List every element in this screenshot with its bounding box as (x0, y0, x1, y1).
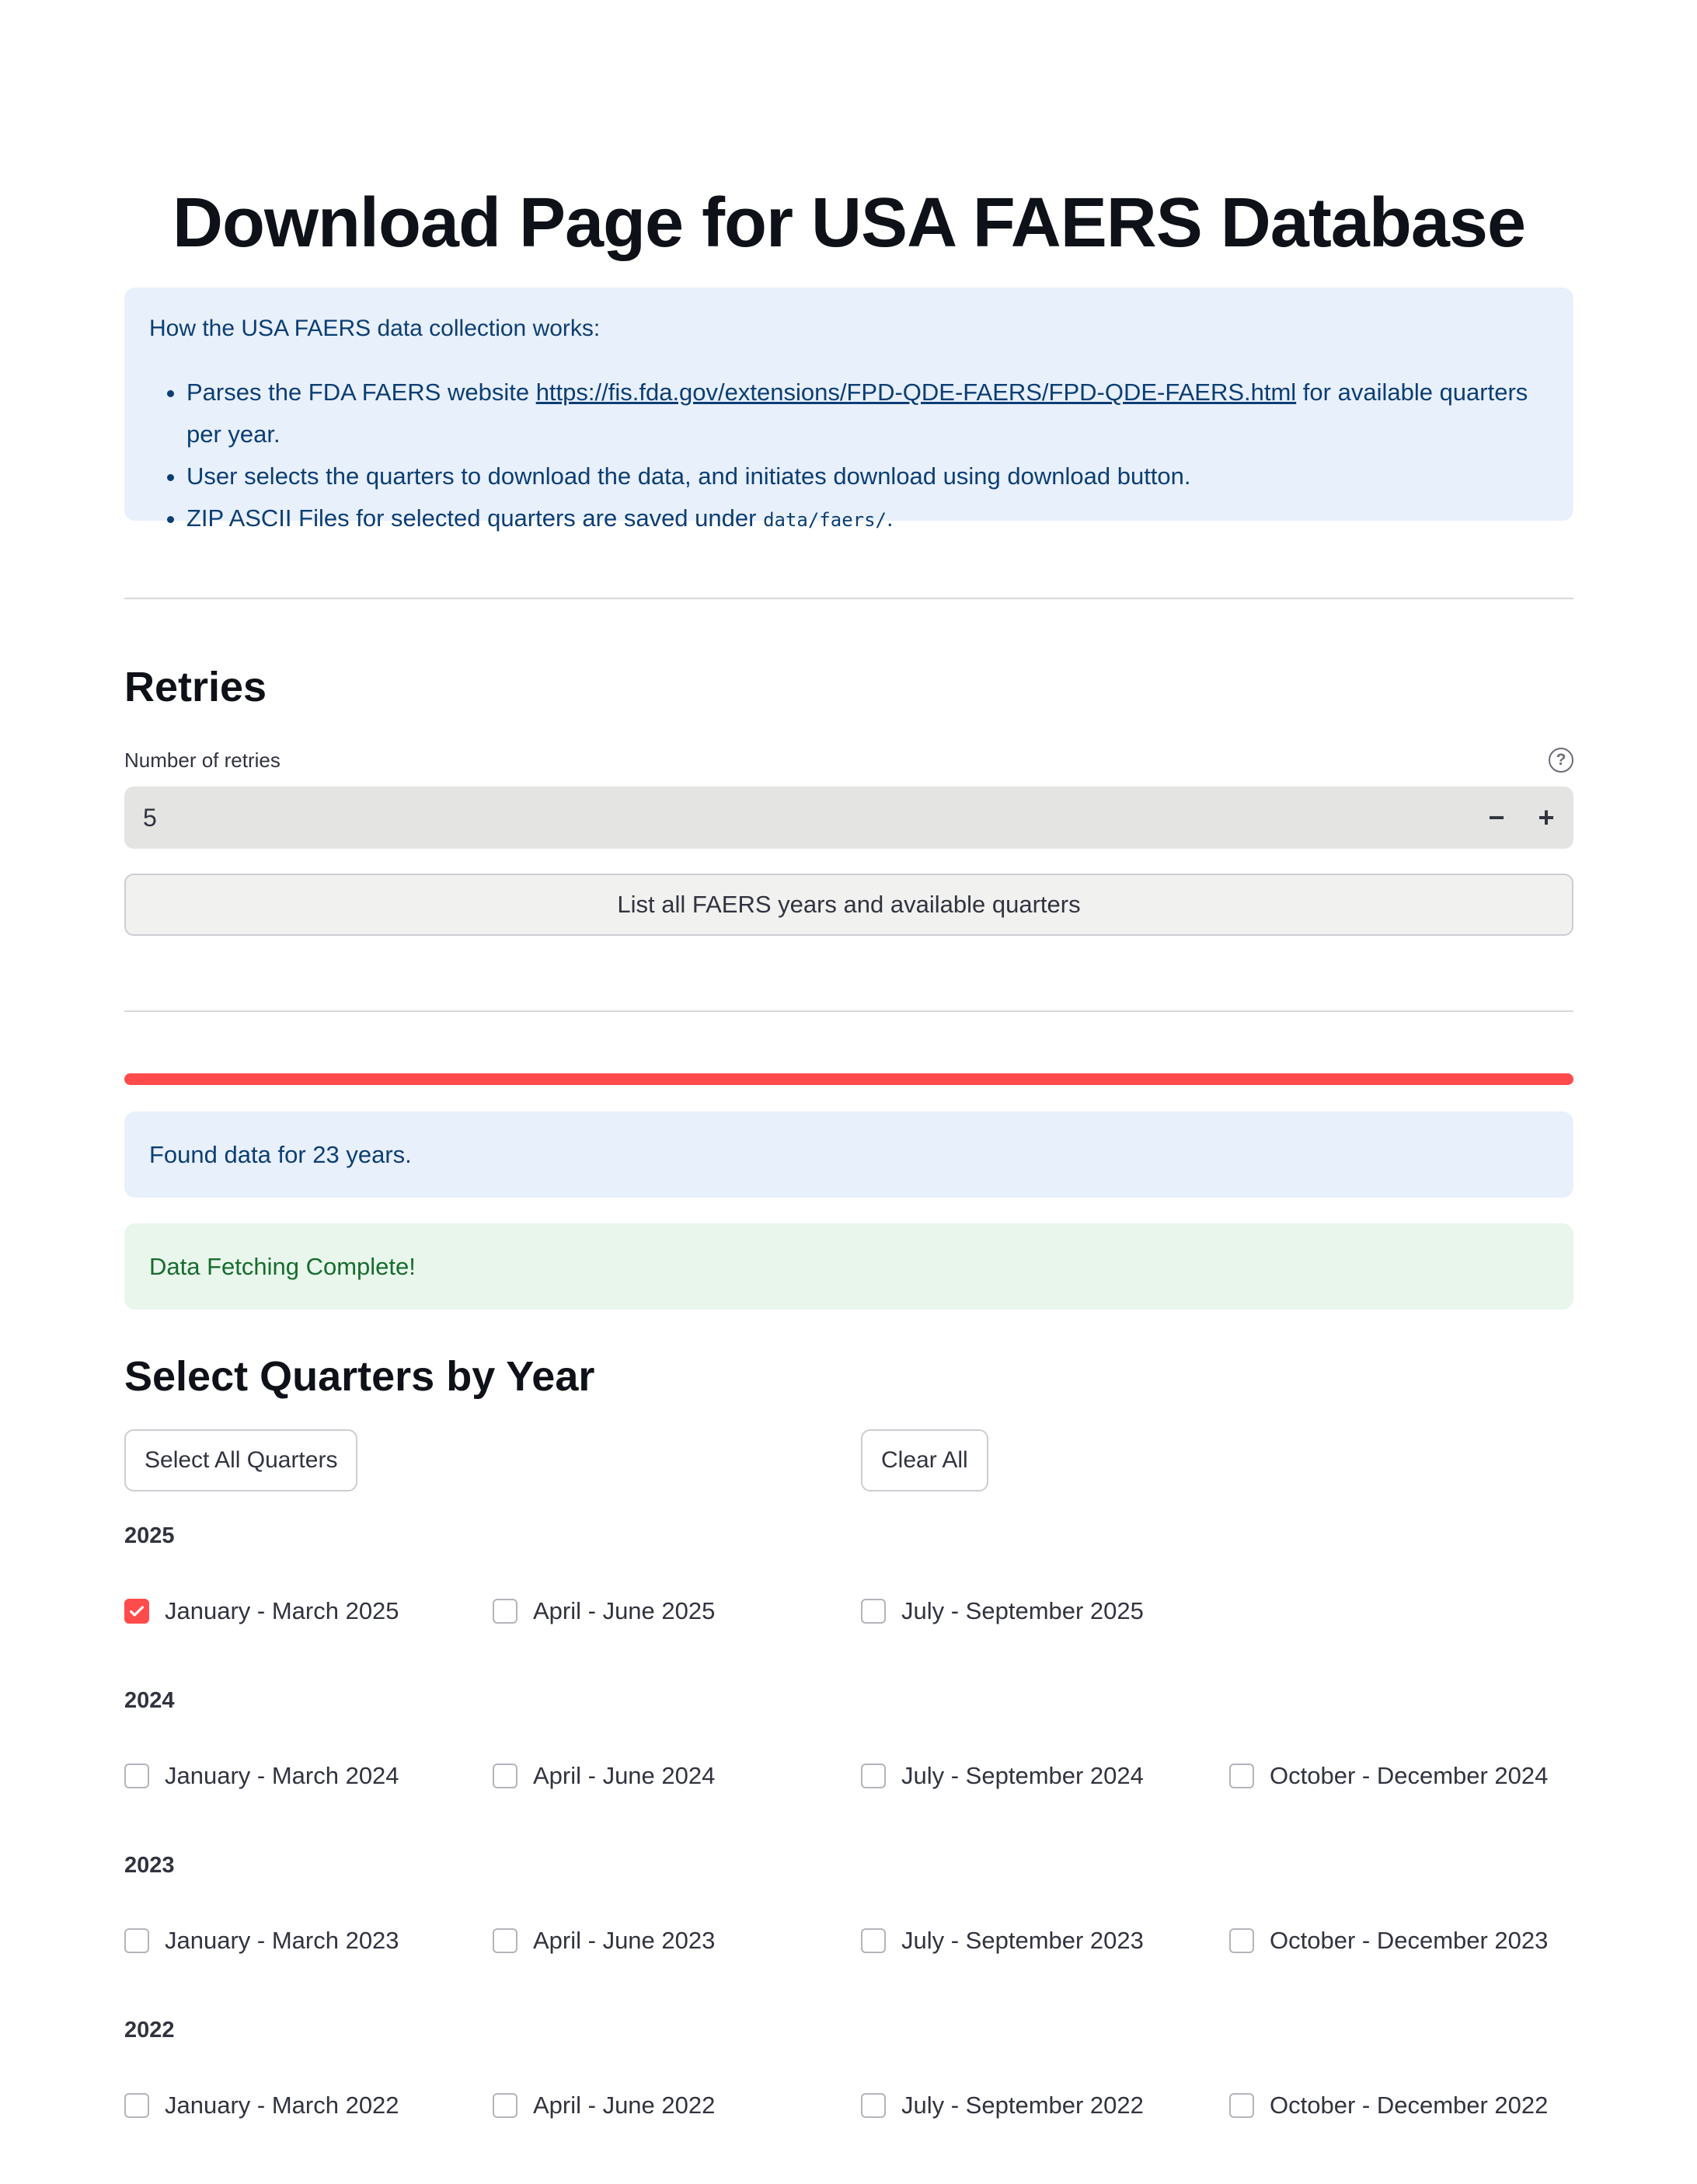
quarter-checkbox-2024-q3[interactable] (861, 1760, 1144, 1792)
divider (124, 598, 1573, 599)
checkbox-checked-icon[interactable] (124, 1599, 149, 1624)
info-bullet-parse (186, 372, 1549, 455)
how-it-works-info (124, 288, 1573, 532)
checkbox-icon[interactable] (1229, 1764, 1254, 1788)
quarter-label: April - June 2023 (533, 1927, 716, 1954)
checkbox-icon[interactable] (493, 1599, 517, 1624)
info-bullet-save (186, 497, 1549, 541)
info-intro: How the USA FAERS data collection works: (149, 316, 601, 341)
quarter-checkbox-2023-q3[interactable] (861, 1925, 1144, 1956)
info-list (149, 372, 1549, 541)
quarter-label: October - December 2023 (1270, 1927, 1549, 1954)
year-label-2025: 2025 (124, 1523, 175, 1548)
quarter-checkbox-2024-q2[interactable] (493, 1760, 715, 1792)
quarter-label: October - December 2022 (1270, 2092, 1549, 2119)
info-bullet-text: ZIP ASCII Files for selected quarters are saved under (186, 504, 764, 532)
quarter-label: April - June 2025 (533, 1597, 716, 1624)
quarter-checkbox-2024-q1[interactable] (124, 1760, 399, 1792)
checkbox-icon[interactable] (861, 2093, 886, 2118)
retries-value[interactable]: 5 (143, 804, 157, 832)
quarter-label: January - March 2024 (165, 1762, 399, 1789)
year-label-2024: 2024 (124, 1688, 175, 1713)
quarter-checkbox-2022-q3[interactable] (861, 2090, 1144, 2121)
checkbox-icon[interactable] (493, 1764, 517, 1788)
page-title: Download Page for USA FAERS Database (172, 184, 1526, 262)
checkbox-icon[interactable] (1229, 1928, 1254, 1953)
quarter-label: October - December 2024 (1270, 1762, 1549, 1789)
found-years-info: Found data for 23 years. (124, 1111, 1573, 1198)
year-label-2022: 2022 (124, 2018, 175, 2043)
checkbox-icon[interactable] (861, 1764, 886, 1788)
info-bullet-select: • User selects the quarters to download the data, and initiates download using download button. (186, 455, 1549, 497)
quarter-label: January - March 2025 (165, 1597, 399, 1624)
quarter-label: January - March 2023 (165, 1927, 399, 1954)
quarter-label: April - June 2024 (533, 1762, 716, 1789)
checkbox-icon[interactable] (124, 1764, 149, 1788)
quarter-label: July - September 2023 (901, 1927, 1144, 1954)
checkbox-icon[interactable] (1229, 2093, 1254, 2118)
quarter-label: July - September 2024 (901, 1762, 1144, 1789)
checkbox-icon[interactable] (493, 1928, 517, 1953)
quarter-checkbox-2022-q4[interactable] (1229, 2090, 1548, 2121)
question-circle-icon[interactable]: ? (1549, 748, 1573, 773)
info-bullet-text: for available quarters per year. (186, 379, 1528, 448)
checkbox-icon[interactable] (861, 1928, 886, 1953)
retries-number-input[interactable] (124, 787, 1573, 849)
info-bullet-text: . (887, 504, 894, 532)
select-quarters-heading: Select Quarters by Year (124, 1353, 595, 1400)
quarter-checkbox-2024-q4[interactable] (1229, 1760, 1548, 1792)
quarter-label: July - September 2025 (901, 1597, 1144, 1624)
checkbox-icon[interactable] (861, 1599, 886, 1624)
fda-faers-link[interactable]: https://fis.fda.gov/extensions/FPD-QDE-FAERS/FPD-QDE-FAERS.html (535, 379, 1297, 406)
checkbox-icon[interactable] (124, 2093, 149, 2118)
quarter-checkbox-2022-q2[interactable] (493, 2090, 715, 2121)
quarter-label: April - June 2022 (533, 2092, 716, 2119)
checkbox-icon[interactable] (493, 2093, 517, 2118)
list-years-button[interactable]: List all FAERS years and available quarters (124, 874, 1573, 936)
select-all-quarters-button[interactable]: Select All Quarters (124, 1429, 357, 1491)
checkbox-icon[interactable] (124, 1928, 149, 1953)
quarter-checkbox-2023-q2[interactable] (493, 1925, 715, 1956)
quarter-label: January - March 2022 (165, 2092, 399, 2119)
decrement-button[interactable]: − (1488, 801, 1505, 833)
fetch-complete-success: Data Fetching Complete! (124, 1223, 1573, 1310)
quarter-checkbox-2022-q1[interactable] (124, 2090, 399, 2121)
retries-field-label: Number of retries (124, 748, 281, 772)
increment-button[interactable]: + (1538, 801, 1555, 833)
quarter-checkbox-2023-q4[interactable] (1229, 1925, 1548, 1956)
quarter-checkbox-2025-q3[interactable] (861, 1596, 1144, 1627)
year-label-2023: 2023 (124, 1853, 175, 1878)
save-path-code: data/faers/ (763, 509, 887, 531)
progress-bar (124, 1073, 1573, 1085)
quarter-checkbox-2023-q1[interactable] (124, 1925, 399, 1956)
info-bullet-text: Parses the FDA FAERS website (186, 379, 536, 406)
retries-heading: Retries (124, 664, 267, 710)
quarter-checkbox-2025-q1[interactable] (124, 1596, 399, 1627)
clear-all-button[interactable]: Clear All (861, 1429, 988, 1491)
divider (124, 1010, 1573, 1012)
quarter-checkbox-2025-q2[interactable] (493, 1596, 715, 1627)
quarter-label: July - September 2022 (901, 2092, 1144, 2119)
